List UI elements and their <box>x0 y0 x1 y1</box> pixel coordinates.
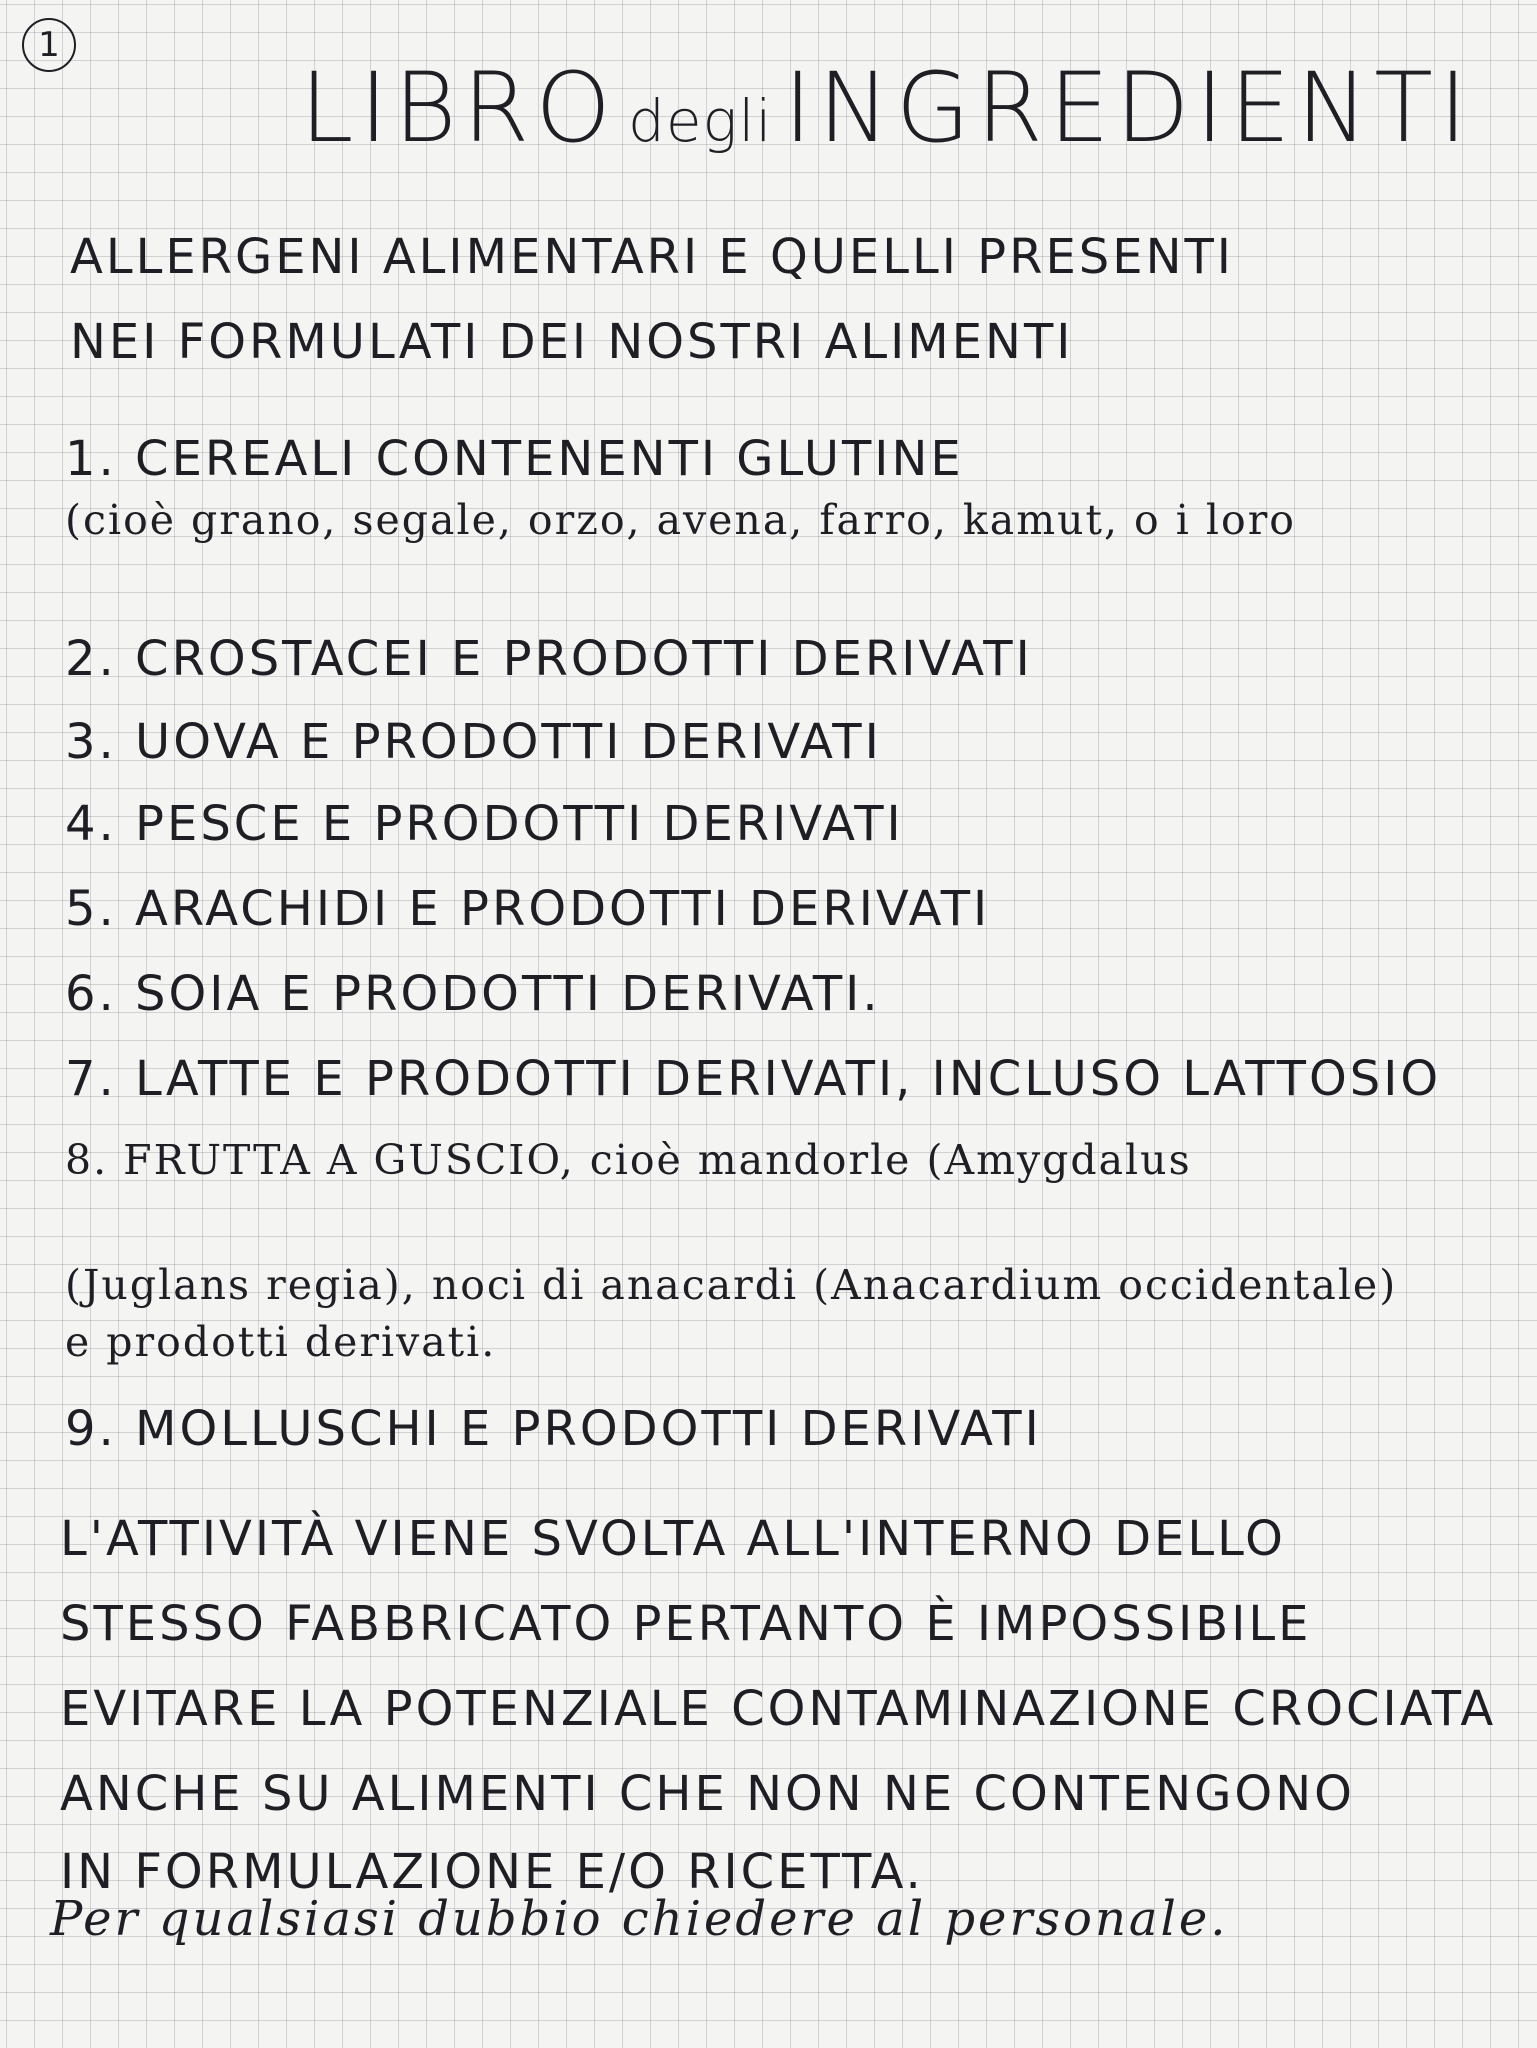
allergen-item-8-line-3: (Juglans regia), noci di anacardi (Anacardium occidentale) <box>65 1261 1398 1309</box>
page-number: 1 <box>22 18 76 72</box>
title-word-degli: degli <box>628 87 773 155</box>
allergen-item-1-heading: 1. CEREALI CONTENENTI GLUTINE <box>65 431 964 487</box>
allergen-item-2: 2. CROSTACEI E PRODOTTI DERIVATI <box>65 631 1033 687</box>
intro-line-2: NEI FORMULATI DEI NOSTRI ALIMENTI <box>70 314 1074 370</box>
title-word-libro: LIBRO <box>300 52 617 164</box>
allergen-item-7: 7. LATTE E PRODOTTI DERIVATI, INCLUSO LATTOSIO <box>65 1051 1442 1107</box>
allergen-item-3: 3. UOVA E PRODOTTI DERIVATI <box>65 714 882 770</box>
note-line-4: ANCHE SU ALIMENTI CHE NON NE CONTENGONO <box>60 1766 1355 1822</box>
note-line-2: STESSO FABBRICATO PERTANTO È IMPOSSIBILE <box>60 1596 1312 1652</box>
note-line-1: L'ATTIVITÀ VIENE SVOLTA ALL'INTERNO DELLO <box>60 1511 1286 1567</box>
allergen-item-9: 9. MOLLUSCHI E PRODOTTI DERIVATI <box>65 1401 1042 1457</box>
note-line-5: IN FORMULAZIONE E/O RICETTA. <box>60 1844 924 1900</box>
allergen-item-4: 4. PESCE E PRODOTTI DERIVATI <box>65 796 904 852</box>
allergen-item-6: 6. SOIA E PRODOTTI DERIVATI. <box>65 966 881 1022</box>
note-line-3: EVITARE LA POTENZIALE CONTAMINAZIONE CROCIATA <box>60 1681 1497 1737</box>
allergen-item-8-line-1: 8. FRUTTA A GUSCIO, cioè mandorle (Amygdalus <box>65 1136 1192 1184</box>
page-title <box>300 52 1520 164</box>
allergen-item-8-line-4: e prodotti derivati. <box>65 1318 497 1366</box>
allergen-item-1-detail-1: (cioè grano, segale, orzo, avena, farro, kamut, o i loro <box>65 496 1296 544</box>
allergen-item-5: 5. ARACHIDI E PRODOTTI DERIVATI <box>65 881 991 937</box>
intro-line-1: ALLERGENI ALIMENTARI E QUELLI PRESENTI <box>70 229 1234 285</box>
closing-note: Per qualsiasi dubbio chiedere al personale. <box>50 1891 1229 1947</box>
title-word-ingredienti: INGREDIENTI <box>783 52 1474 164</box>
